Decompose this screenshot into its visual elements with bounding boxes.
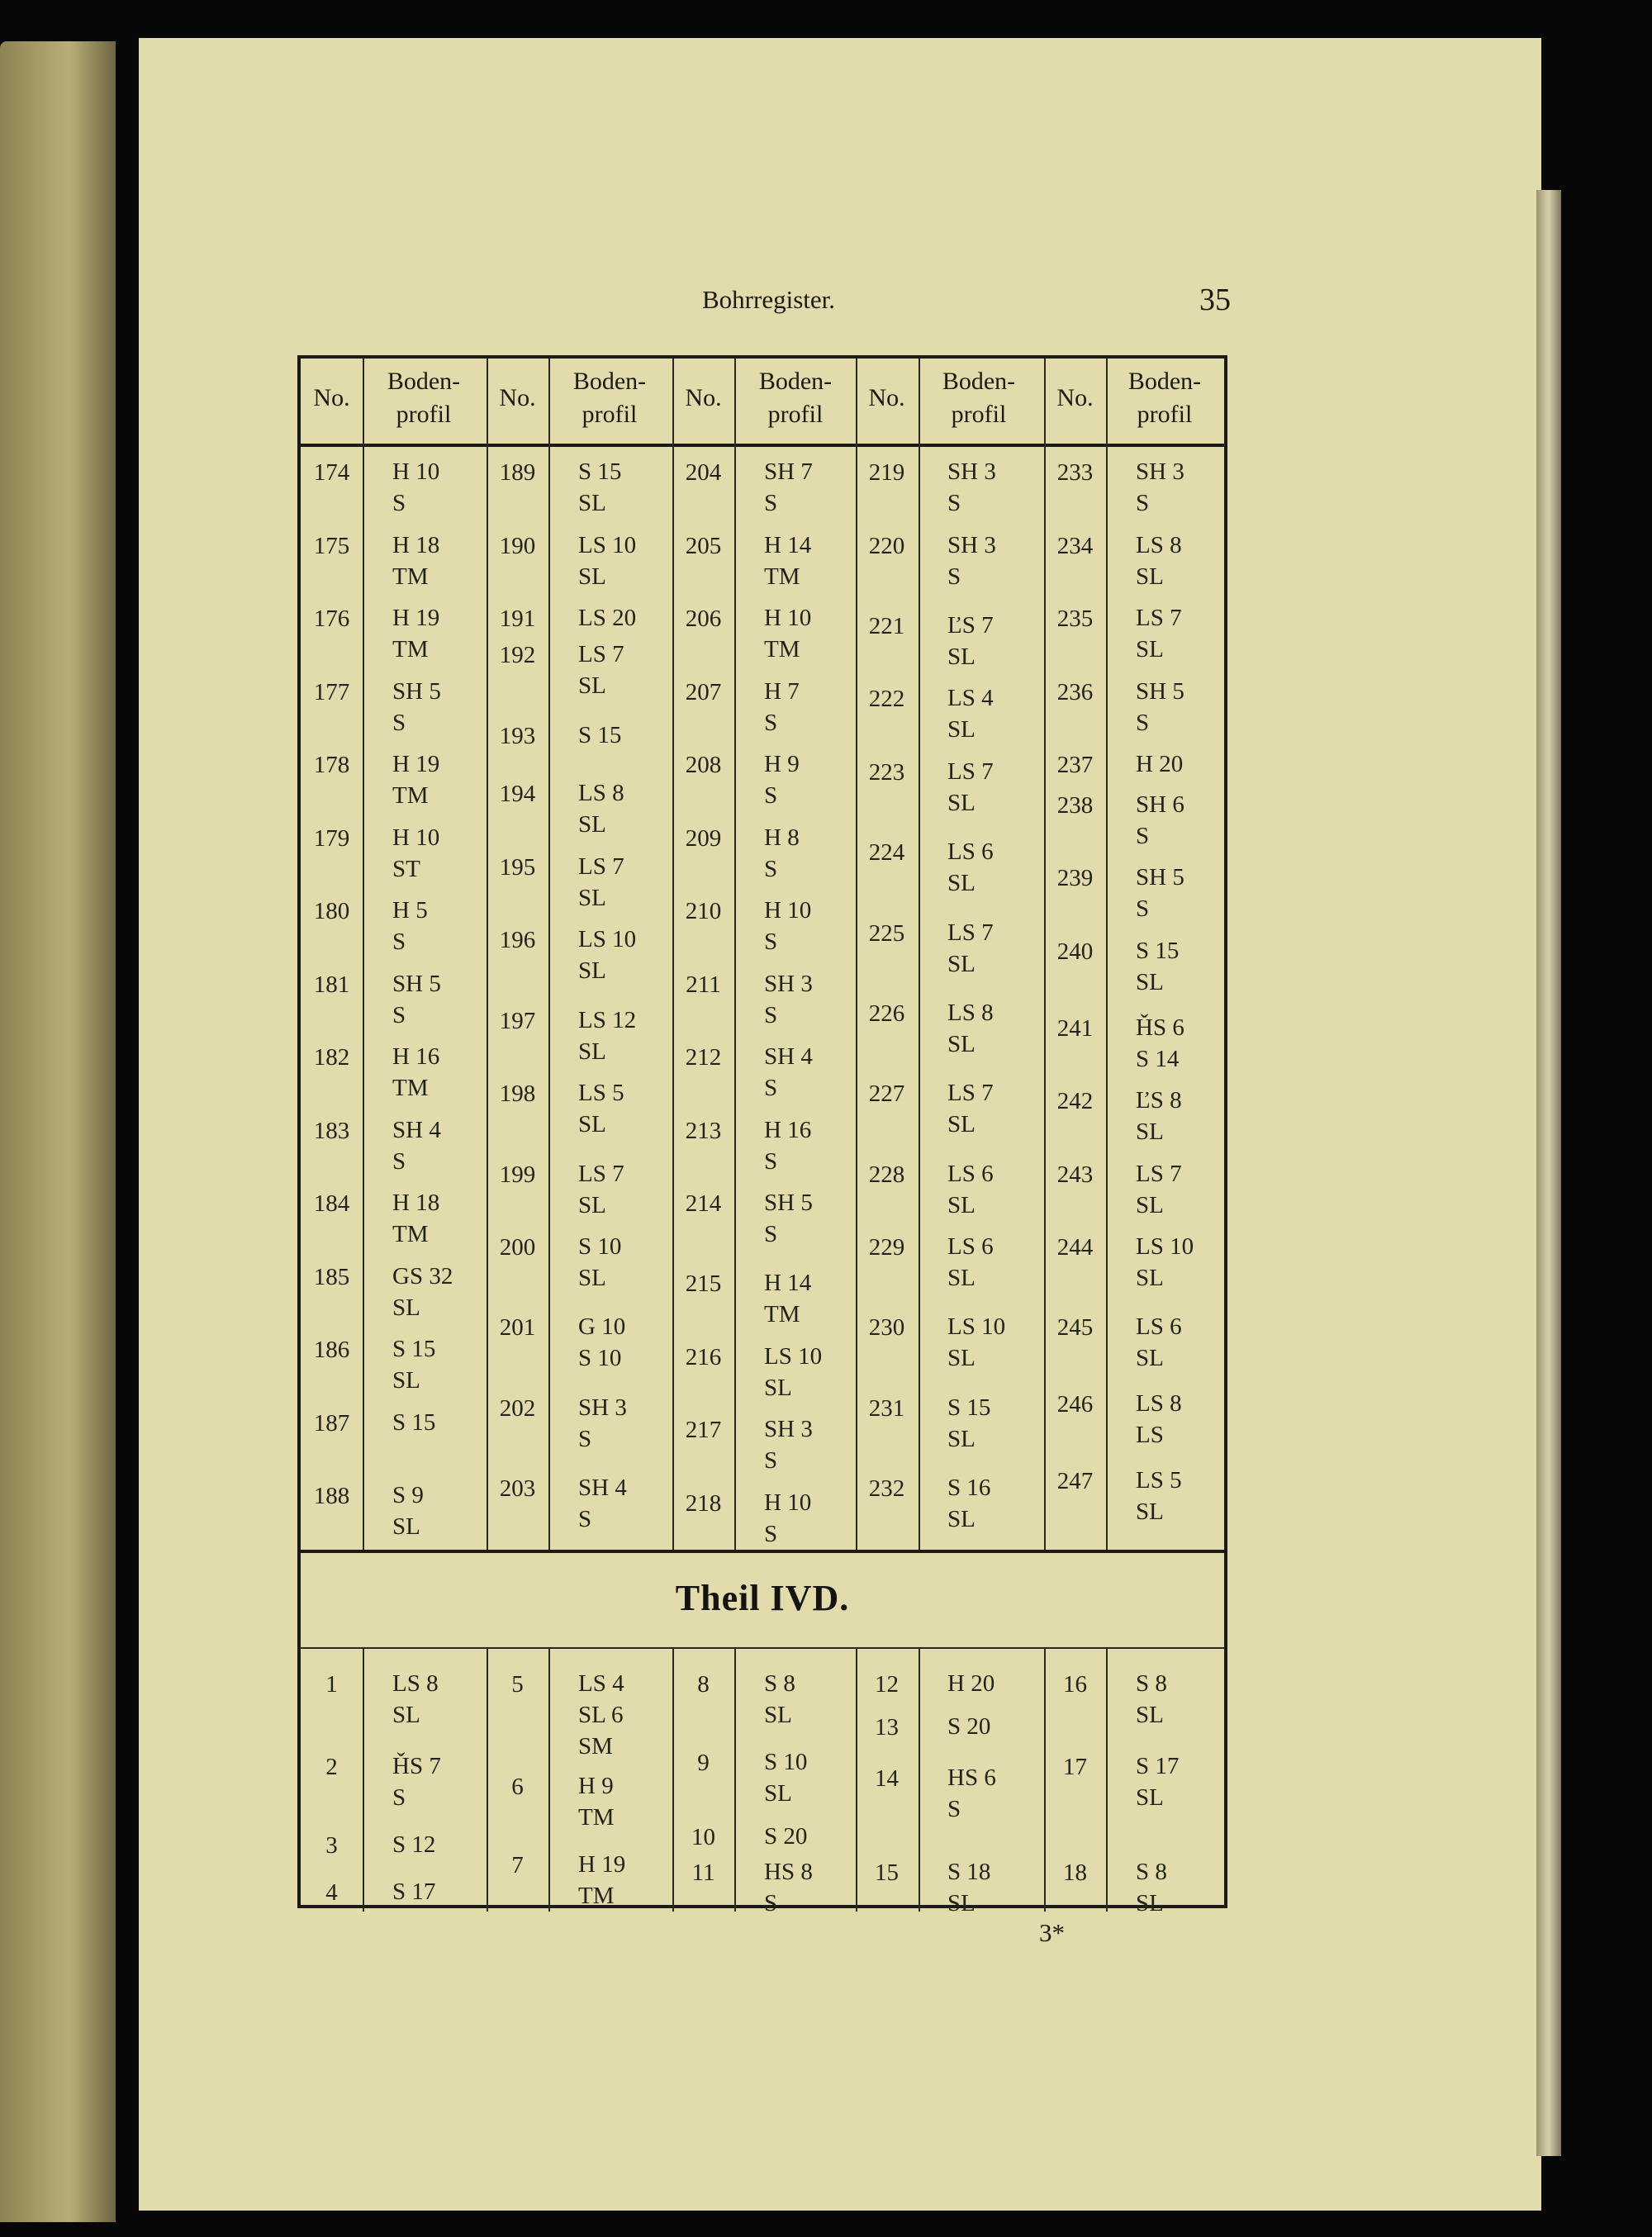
boring-number: 194 (499, 781, 536, 808)
boring-number: 205 (685, 532, 722, 559)
soil-profile: H 16 TM (392, 1043, 440, 1101)
soil-profile: S 20 (947, 1713, 991, 1741)
boring-number: 192 (499, 642, 536, 669)
soil-profile: HS 6 S (947, 1764, 996, 1822)
column-rule (734, 359, 736, 1550)
soil-profile: LS 10 SL (764, 1342, 823, 1401)
soil-profile: S 15 (392, 1408, 436, 1436)
soil-profile: H 10 S (392, 458, 440, 516)
bore-register-table (297, 355, 1227, 1916)
boring-number: 237 (1056, 752, 1094, 778)
soil-profile: SH 6 S (1136, 791, 1184, 849)
soil-profile: H 14 TM (764, 531, 812, 590)
column-rule (363, 359, 364, 1550)
column-header-profile: Boden- profil (1127, 368, 1202, 428)
boring-number: 181 (313, 971, 350, 998)
column-header-no: No. (1056, 384, 1094, 411)
soil-profile: S 10 SL (578, 1233, 622, 1292)
boring-number: 178 (313, 752, 350, 778)
boring-number: 200 (499, 1234, 536, 1261)
boring-number: 13 (875, 1714, 899, 1741)
running-title: Bohrregister. (702, 285, 835, 314)
boring-number: 204 (685, 459, 722, 486)
soil-profile: SH 3 S (764, 1416, 813, 1475)
column-header-no: No. (685, 384, 722, 411)
soil-profile: SH 3 S (764, 970, 813, 1028)
boring-number: 210 (685, 898, 722, 924)
boring-number: 176 (313, 606, 350, 632)
soil-profile: LS 7 SL (947, 919, 994, 977)
boring-number: 186 (313, 1337, 350, 1363)
soil-profile: SH 4 S (578, 1475, 627, 1533)
soil-profile: SH 7 S (764, 458, 813, 516)
boring-number: 193 (499, 722, 536, 749)
soil-profile: S 18 SL (947, 1859, 991, 1916)
boring-number: 227 (868, 1081, 905, 1108)
soil-profile: S 20 (764, 1823, 808, 1850)
boring-number: 18 (1063, 1859, 1087, 1886)
soil-profile: S 15 SL (1136, 937, 1180, 995)
soil-profile: S 9 SL (392, 1482, 424, 1540)
boring-number: 201 (499, 1314, 536, 1342)
boring-number: 17 (1063, 1753, 1087, 1780)
boring-number: 180 (313, 898, 350, 924)
boring-number: 206 (685, 606, 722, 632)
boring-number: 5 (511, 1671, 524, 1698)
boring-number: 12 (875, 1671, 899, 1698)
boring-number: 195 (499, 853, 536, 881)
boring-number: 1 (325, 1671, 338, 1698)
boring-number: 187 (313, 1409, 350, 1437)
boring-number: 15 (875, 1859, 899, 1886)
soil-profile: LS 7 SL (1136, 605, 1182, 663)
soil-profile: ȞS 6 S 14 (1136, 1014, 1184, 1072)
boring-number: 208 (685, 752, 722, 778)
boring-number: 224 (868, 839, 905, 867)
soil-profile: LS 7 SL (947, 758, 994, 816)
column-header-no: No. (313, 384, 350, 411)
soil-profile: S 10 SL (764, 1749, 808, 1807)
soil-profile: SH 5 S (392, 677, 441, 736)
soil-profile: HS 8 S (764, 1859, 813, 1916)
boring-number: 188 (313, 1483, 350, 1509)
boring-number: 199 (499, 1161, 536, 1188)
soil-profile: H 20 (1136, 751, 1184, 777)
column-header-profile: Boden- profil (758, 368, 833, 428)
boring-number: 214 (685, 1190, 722, 1217)
boring-number: 246 (1056, 1391, 1094, 1418)
boring-number: 220 (868, 532, 905, 559)
boring-number: 14 (875, 1765, 899, 1792)
boring-number: 236 (1056, 678, 1094, 705)
boring-number: 6 (511, 1773, 524, 1800)
soil-profile: ȞS 7 S (392, 1752, 441, 1811)
soil-profile: LS 7 SL (1136, 1160, 1182, 1218)
column-rule (919, 359, 920, 1550)
soil-profile: LS 6 SL (947, 838, 994, 897)
boring-number: 10 (691, 1824, 715, 1851)
boring-number: 177 (313, 678, 350, 705)
soil-profile: LS 10 SL (947, 1313, 1006, 1372)
soil-profile: S 15 SL (947, 1394, 991, 1452)
soil-profile: SH 4 S (764, 1043, 813, 1101)
section-title: Theil IVD. (675, 1578, 850, 1618)
boring-number: 239 (1056, 865, 1094, 892)
soil-profile: LS 8 SL (947, 999, 994, 1057)
column-header-profile: Boden- profil (387, 368, 461, 428)
left-page-edge (0, 41, 116, 2222)
boring-number: 196 (499, 927, 536, 954)
soil-profile: ĽS 8 SL (1136, 1087, 1182, 1146)
boring-number: 203 (499, 1475, 536, 1503)
boring-number: 7 (511, 1851, 524, 1878)
boring-number: 9 (697, 1750, 710, 1776)
boring-number: 3 (325, 1831, 338, 1859)
soil-profile: LS 7 SL (578, 853, 624, 911)
boring-number: 223 (868, 758, 905, 786)
page-number: 35 (1199, 283, 1231, 317)
soil-profile: LS 6 SL (947, 1233, 994, 1292)
soil-profile: H 9 S (764, 751, 800, 809)
soil-profile: S 8 SL (1136, 1670, 1167, 1728)
column-rule (548, 359, 550, 1550)
soil-profile: GS 32 SL (392, 1262, 453, 1321)
boring-number: 243 (1056, 1161, 1094, 1188)
boring-number: 202 (499, 1394, 536, 1422)
boring-number: 217 (685, 1417, 722, 1444)
column-header-profile: Boden- profil (942, 368, 1016, 428)
boring-number: 244 (1056, 1234, 1094, 1261)
soil-profile: G 10 S 10 (578, 1313, 626, 1372)
soil-profile: LS 10 SL (578, 531, 637, 590)
boring-number: 4 (325, 1878, 338, 1906)
soil-profile: H 18 TM (392, 531, 440, 590)
boring-number: 174 (313, 459, 350, 486)
boring-number: 222 (868, 686, 905, 713)
soil-profile: LS 6 SL (947, 1160, 994, 1218)
boring-number: 245 (1056, 1314, 1094, 1342)
soil-profile: LS 7 SL (578, 641, 624, 700)
soil-profile: SH 5 S (1136, 677, 1184, 736)
boring-number: 216 (685, 1343, 722, 1370)
soil-profile: S 16 SL (947, 1475, 991, 1533)
boring-number: 238 (1056, 791, 1094, 819)
soil-profile: S 15 SL (392, 1336, 436, 1394)
soil-profile: SH 3 S (947, 458, 996, 516)
boring-number: 215 (685, 1270, 722, 1298)
soil-profile: LS 20 (578, 605, 637, 631)
boring-number: 235 (1056, 606, 1094, 632)
soil-profile: H 7 S (764, 677, 800, 736)
soil-profile: SH 5 S (1136, 864, 1184, 923)
boring-number: 179 (313, 824, 350, 852)
boring-number: 209 (685, 824, 722, 852)
soil-profile: LS 4 SL 6 SM (578, 1670, 624, 1760)
soil-profile: H 8 S (764, 824, 800, 882)
boring-number: 8 (697, 1671, 710, 1698)
soil-profile: S 12 (392, 1831, 436, 1858)
boring-number: 190 (499, 532, 536, 559)
soil-profile: S 8 SL (1136, 1859, 1167, 1916)
soil-profile: SH 5 S (392, 970, 441, 1028)
soil-profile: H 14 TM (764, 1270, 812, 1328)
soil-profile: LS 6 SL (1136, 1313, 1182, 1372)
boring-number: 228 (868, 1161, 905, 1188)
soil-profile: SH 3 S (578, 1394, 627, 1452)
column-rule (548, 1647, 550, 1912)
boring-number: 197 (499, 1007, 536, 1034)
boring-number: 175 (313, 532, 350, 559)
soil-profile: H 10 S (764, 897, 812, 955)
boring-number: 207 (685, 678, 722, 705)
soil-profile: LS 8 LS (1136, 1390, 1182, 1449)
boring-number: 221 (868, 612, 905, 639)
boring-number: 184 (313, 1190, 350, 1217)
boring-number: 191 (499, 606, 536, 632)
boring-number: 185 (313, 1263, 350, 1290)
soil-profile: LS 4 SL (947, 685, 994, 743)
boring-number: 182 (313, 1044, 350, 1071)
soil-profile: SH 3 S (1136, 458, 1184, 516)
boring-number: 234 (1056, 532, 1094, 559)
soil-profile: S 8 SL (764, 1670, 795, 1728)
boring-number: 233 (1056, 459, 1094, 486)
soil-profile: LS 8 SL (578, 780, 624, 838)
soil-profile: LS 10 SL (1136, 1233, 1194, 1292)
soil-profile: H 10 TM (764, 605, 812, 663)
boring-number: 213 (685, 1117, 722, 1144)
boring-number: 231 (868, 1394, 905, 1422)
soil-profile: LS 7 SL (578, 1160, 624, 1218)
column-rule (363, 1647, 364, 1912)
soil-profile: H 5 S (392, 897, 428, 955)
soil-profile: H 10 S (764, 1489, 812, 1547)
column-header-profile: Boden- profil (572, 368, 647, 428)
column-rule (734, 1647, 736, 1912)
soil-profile: H 18 TM (392, 1190, 440, 1247)
boring-number: 211 (686, 971, 721, 998)
boring-number: 226 (868, 1000, 905, 1027)
column-rule (1106, 1647, 1108, 1912)
soil-profile: SH 4 S (392, 1116, 441, 1175)
main-table-bottom-rule (301, 1550, 1224, 1553)
column-header-no: No. (499, 384, 536, 411)
soil-profile: H 9 TM (578, 1772, 615, 1831)
soil-profile: LS 8 SL (392, 1670, 439, 1728)
boring-number: 242 (1056, 1088, 1094, 1115)
soil-profile: H 10 ST (392, 824, 440, 882)
boring-number: 247 (1056, 1468, 1094, 1495)
column-rule (1106, 359, 1108, 1550)
soil-profile: S 15 (578, 721, 622, 748)
soil-profile: H 20 (947, 1670, 995, 1697)
soil-profile: S 15 SL (578, 458, 622, 516)
column-rule (919, 1647, 920, 1912)
soil-profile: ĽS 7 SL (947, 611, 994, 670)
boring-number: 219 (868, 459, 905, 486)
section-rule (301, 1647, 1224, 1649)
page-stack-edge (1536, 190, 1561, 2156)
soil-profile: H 19 TM (578, 1850, 626, 1909)
soil-profile: LS 8 SL (1136, 531, 1182, 590)
soil-profile: LS 5 SL (578, 1080, 624, 1138)
boring-number: 232 (868, 1475, 905, 1503)
soil-profile: LS 10 SL (578, 926, 637, 985)
boring-number: 218 (685, 1489, 722, 1517)
soil-profile: S 17 SL (1136, 1752, 1180, 1811)
header-rule (301, 444, 1224, 447)
signature-mark: 3* (1039, 1918, 1065, 1947)
boring-number: 212 (685, 1044, 722, 1071)
boring-number: 230 (868, 1314, 905, 1342)
boring-number: 241 (1056, 1014, 1094, 1042)
column-header-no: No. (868, 384, 905, 411)
soil-profile: S 17 (392, 1878, 436, 1905)
boring-number: 229 (868, 1234, 905, 1261)
boring-number: 189 (499, 459, 536, 486)
soil-profile: H 19 TM (392, 751, 440, 809)
soil-profile: SH 3 S (947, 531, 996, 590)
soil-profile: SH 5 S (764, 1190, 813, 1247)
boring-number: 2 (325, 1753, 338, 1780)
boring-number: 11 (691, 1859, 715, 1886)
soil-profile: H 19 TM (392, 605, 440, 663)
boring-number: 240 (1056, 938, 1094, 965)
boring-number: 183 (313, 1117, 350, 1144)
soil-profile: H 16 S (764, 1116, 812, 1175)
boring-number: 198 (499, 1081, 536, 1108)
boring-number: 16 (1063, 1671, 1087, 1698)
soil-profile: LS 12 SL (578, 1006, 637, 1065)
soil-profile: LS 7 SL (947, 1080, 994, 1138)
boring-number: 225 (868, 919, 905, 947)
soil-profile: LS 5 SL (1136, 1467, 1182, 1526)
